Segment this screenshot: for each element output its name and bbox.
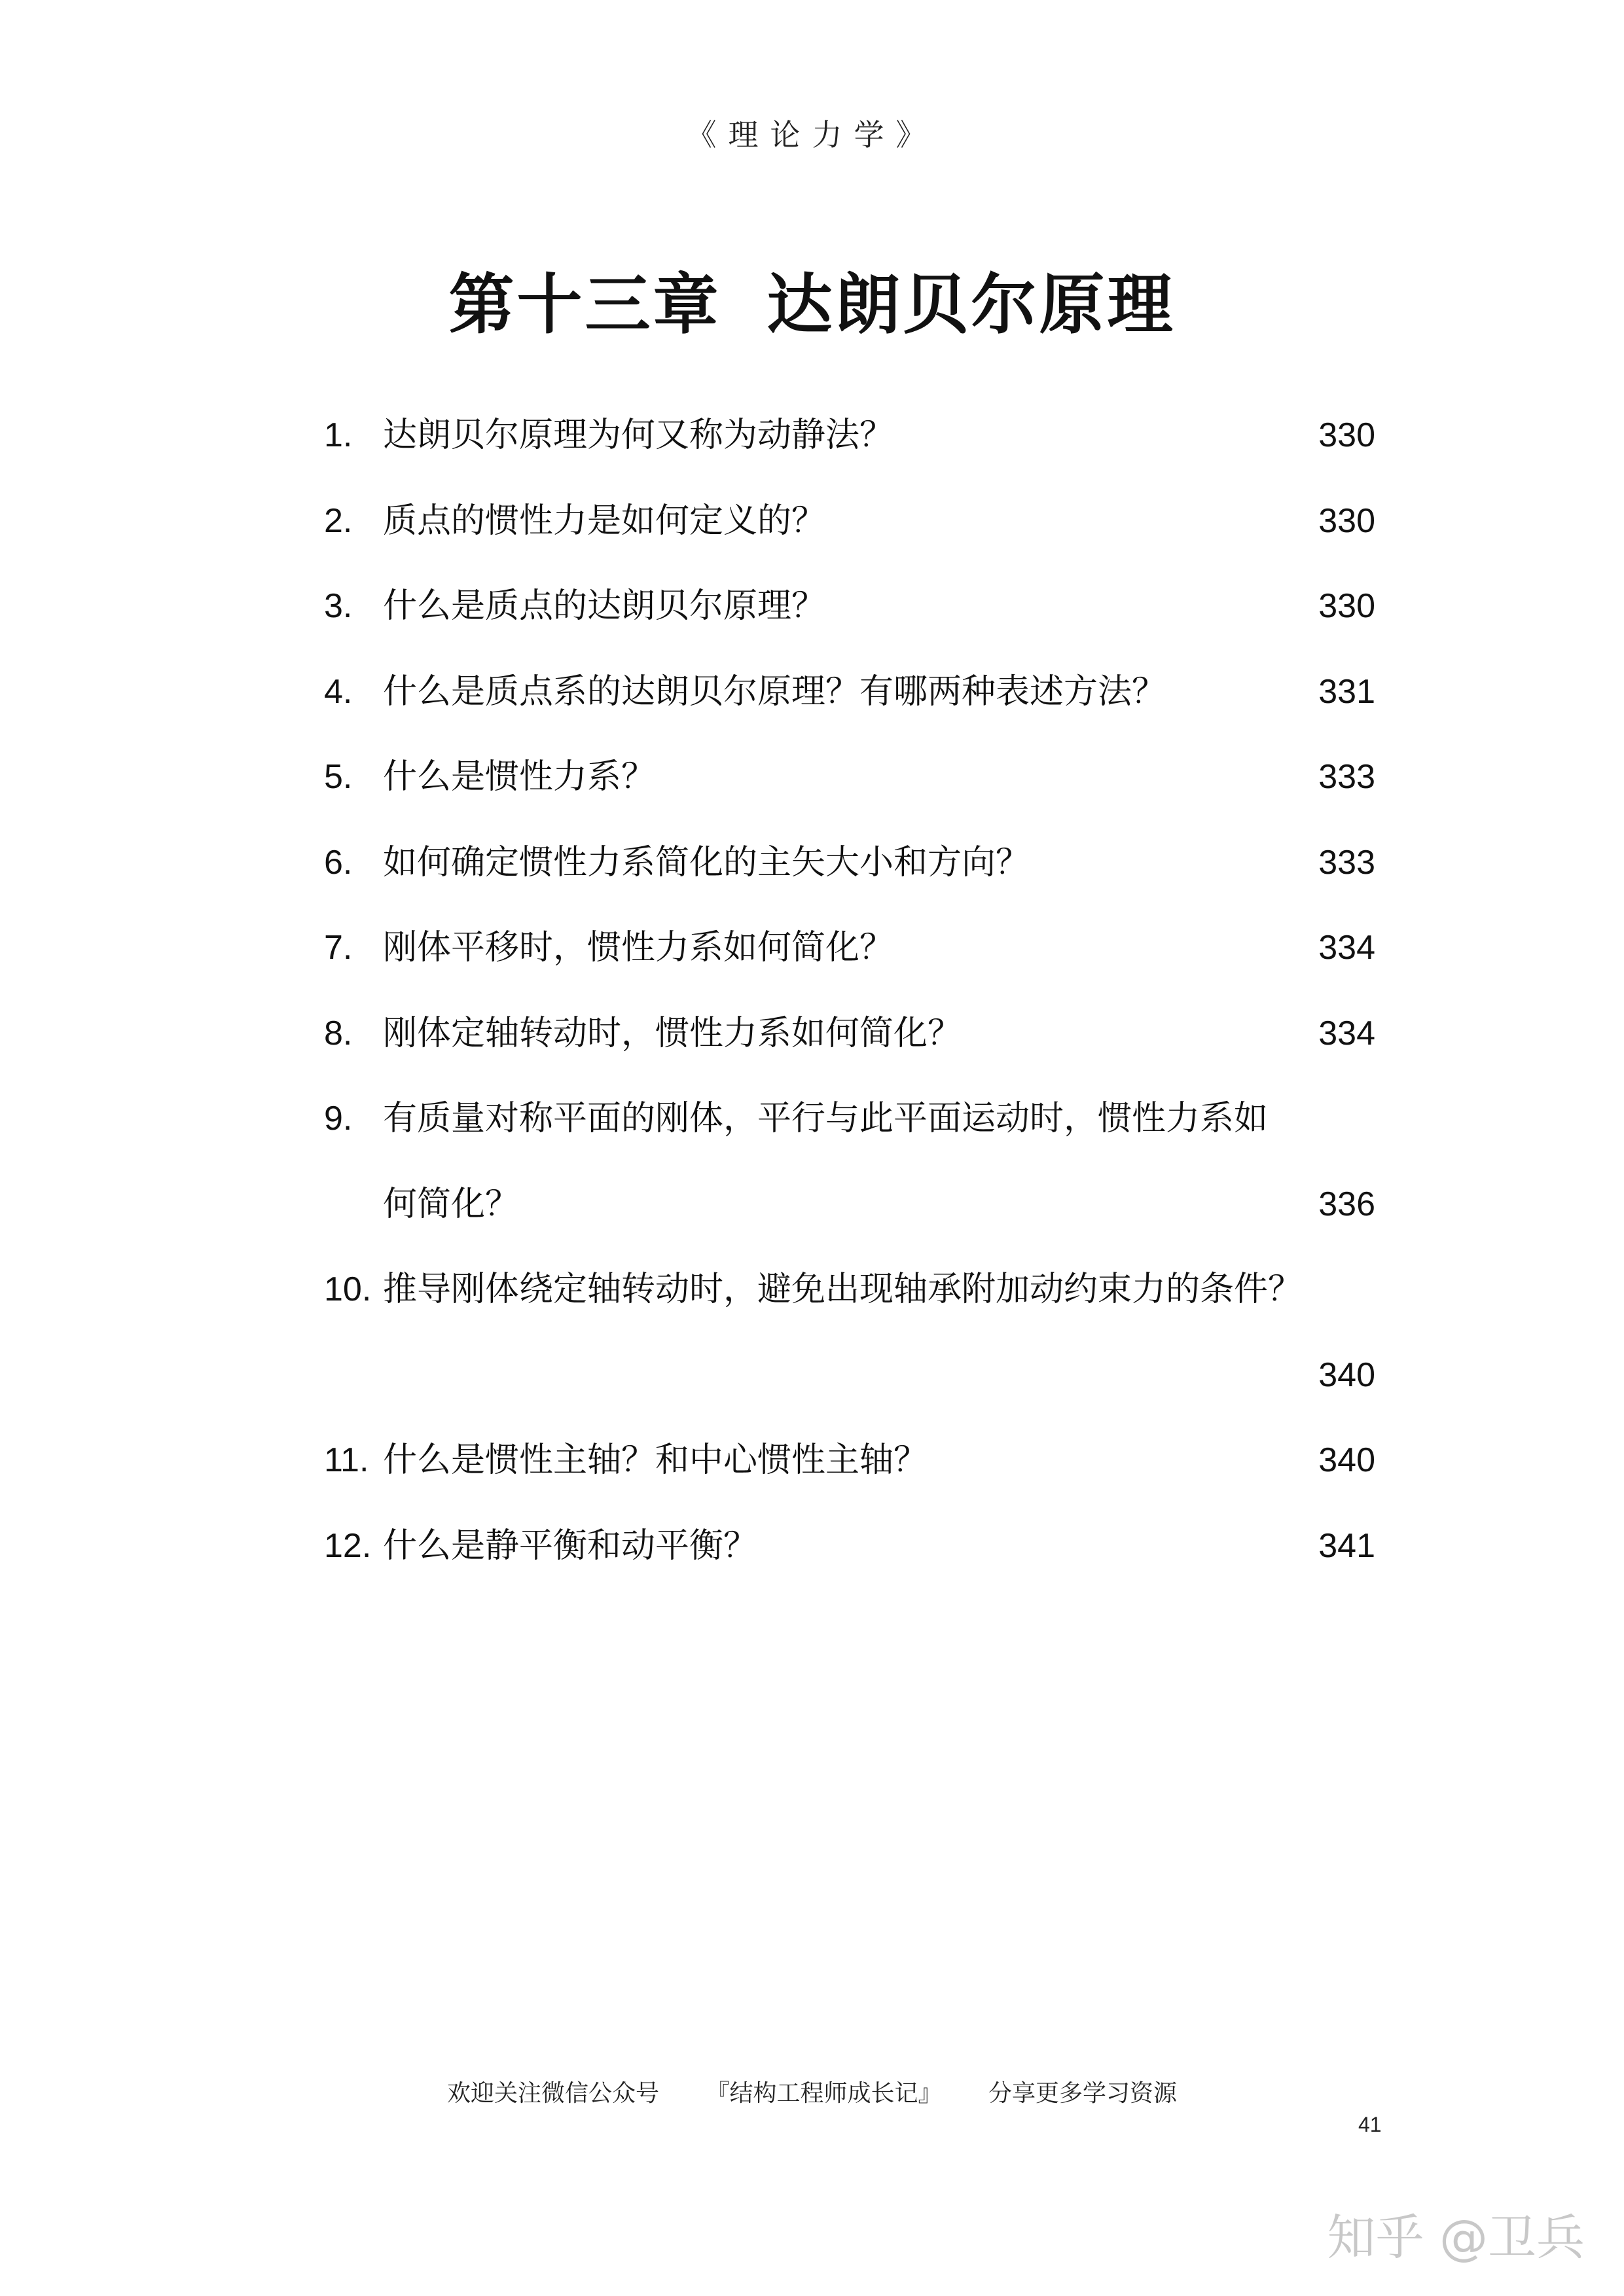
toc-entry-number: 9.: [324, 1100, 353, 1138]
chapter-name: 达朗贝尔原理: [767, 266, 1176, 343]
toc-entry-title: 什么是惯性主轴？和中心惯性主轴？: [383, 1441, 928, 1480]
toc-entry-continuation: [0, 1175, 1624, 1234]
toc-entry-title: 有质量对称平面的刚体，平行与此平面运动时，惯性力系如: [383, 1099, 1269, 1138]
watermark: 知乎 @卫兵: [1327, 2210, 1585, 2266]
toc-entry-page: 333: [1318, 843, 1375, 882]
chapter-number: 第十三章: [448, 266, 721, 343]
toc-entry-title: 何简化？: [383, 1184, 520, 1224]
toc-entry-title: 刚体定轴转动时，惯性力系如何简化？: [383, 1013, 962, 1053]
toc-entry-number: 3.: [324, 587, 353, 625]
toc-entry-page: 330: [1318, 501, 1375, 540]
footer-promo: [0, 2075, 1624, 2108]
toc-entry: [0, 747, 1624, 806]
toc-entry: [0, 918, 1624, 977]
toc-entry-number: 10.: [324, 1270, 372, 1308]
toc-entry-number: 11.: [324, 1441, 369, 1479]
footer-promo-left: 欢迎关注微信公众号: [447, 2080, 660, 2107]
toc-entry: [0, 833, 1624, 892]
toc-entry-number: 8.: [324, 1014, 353, 1052]
toc-entry-title: 什么是质点的达朗贝尔原理？: [383, 586, 826, 626]
toc-entry-number: 12.: [324, 1526, 372, 1565]
toc-entry-title: 什么是静平衡和动平衡？: [383, 1526, 758, 1566]
footer-promo-account: 『结构工程师成长记』: [706, 2080, 942, 2107]
toc-entry: [0, 1516, 1624, 1575]
toc-entry-title: 推导刚体绕定轴转动时，避免出现轴承附加动约束力的条件？: [383, 1270, 1303, 1309]
toc-entry-title: 质点的惯性力是如何定义的？: [383, 501, 826, 541]
toc-entry: [0, 1260, 1624, 1319]
running-header: 《理论力学》: [686, 117, 938, 152]
toc-entry-title: 如何确定惯性力系简化的主矢大小和方向？: [383, 842, 1030, 882]
toc-entry-page: 340: [1318, 1355, 1375, 1394]
page-number: 41: [1358, 2113, 1382, 2136]
toc-entry: [0, 1004, 1624, 1063]
toc-entry-continuation: [0, 1346, 1624, 1405]
footer-promo-right: 分享更多学习资源: [988, 2080, 1177, 2107]
toc-entry-page: 331: [1318, 672, 1375, 711]
toc-entry: [0, 1431, 1624, 1490]
toc-entry: [0, 406, 1624, 465]
toc-entry: [0, 577, 1624, 636]
toc-entry-title: 达朗贝尔原理为何又称为动静法？: [383, 416, 894, 455]
toc-entry-number: 4.: [324, 672, 353, 711]
toc-entry-number: 7.: [324, 929, 353, 967]
toc-entry-number: 6.: [324, 843, 353, 882]
toc-entry-page: 341: [1318, 1526, 1375, 1565]
toc-entry-page: 340: [1318, 1441, 1375, 1479]
toc-entry: [0, 662, 1624, 721]
toc-entry-page: 336: [1318, 1185, 1375, 1223]
toc-entry-title: 什么是惯性力系？: [383, 757, 656, 797]
toc-entry-number: 2.: [324, 501, 353, 540]
toc-entry-page: 330: [1318, 587, 1375, 625]
toc-entry: [0, 492, 1624, 550]
toc-entry-number: 1.: [324, 416, 353, 454]
toc-entry-title: 什么是质点系的达朗贝尔原理？有哪两种表述方法？: [383, 672, 1166, 711]
toc-entry-page: 330: [1318, 416, 1375, 454]
toc-entry: [0, 1089, 1624, 1148]
toc-entry-page: 334: [1318, 1014, 1375, 1052]
toc-entry-number: 5.: [324, 758, 353, 796]
toc-entry-page: 333: [1318, 758, 1375, 796]
toc-entry-title: 刚体平移时，惯性力系如何简化？: [383, 928, 894, 967]
toc-entry-page: 334: [1318, 929, 1375, 967]
